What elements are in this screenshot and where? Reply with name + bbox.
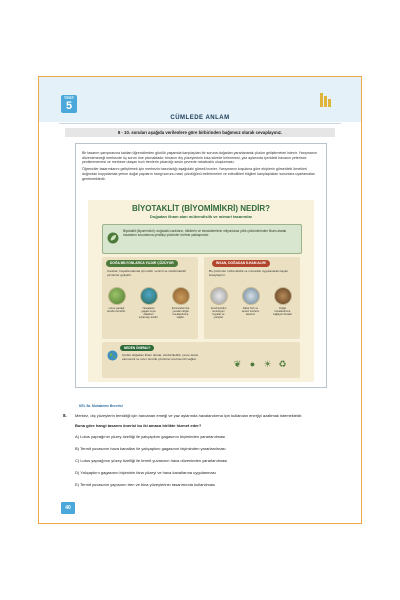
bullet-train-icon <box>242 287 260 305</box>
nature-solutions-panel <box>102 257 198 339</box>
workbook-page <box>38 76 362 524</box>
passage-text <box>82 151 322 183</box>
kingfisher-icon <box>140 287 158 305</box>
sustainability-icons <box>232 354 296 368</box>
publisher-logo-icon <box>317 91 333 109</box>
test-badge <box>61 95 77 113</box>
building-surface-icon <box>210 287 228 305</box>
question-stem: Merkez, dış yüzeylerin temizliği için harcanan emeği ve yaz aylarında havalandırma için kullanılan enerjiyi azaltmak istemektedir. <box>75 413 303 418</box>
passage-paragraph-2: Öğrenciler tasarımlarını geliştirmek için merkezin hazırladığı aşağıdaki görseli inceler. Yarışmanın koşuluna göre ekiplerin görseldeki örnekleri doğrudan kopyalamak yerine doğal yapıların hangi sorunu nasıl çözdüğünü belirlemeleri ve edindikleri bilgileri karşılaştıkları sorunlara uyarlamaları gerekmektedir. <box>82 167 316 181</box>
building-caption: Doğal havalandırma sağlayan binalar <box>273 307 292 317</box>
train-example <box>240 287 261 316</box>
human-applications-panel <box>204 257 300 339</box>
instruction-bar: 8 - 10. soruları aşağıda verilenlere göre birbirinden bağımsız olarak cevaplayınız. <box>65 128 335 137</box>
recycle-icon: ♻ <box>278 359 287 369</box>
question-number: 8. <box>63 413 67 418</box>
kingfisher-example <box>138 287 159 319</box>
termite-caption: Karınca/termite yuvaları doğal havalandırma sağlar. <box>171 307 190 320</box>
skill-label: KEL 5a. Muhakeme Becerisi <box>79 404 123 408</box>
passage-paragraph-1: Bir tasarım yarışmasına katılan öğrencilerden günlük yaşamda karşılaşılan bir soruna doğadan yararlanarak çözüm geliştirmeleri istenir. Yarışmanın düzenleneceği merkezde üç sorun öne çıkmaktadır: binanın dış yüzeylerinin kısa sürede kirlenmesi, yaz aylarında içerideki havanın yeterince yenilenmemesi ve merkeze ulaşan hızlı trenlerin çıkardığı sesin çevrede rahatsızlık oluşturması. <box>82 151 317 165</box>
option-e[interactable]: E) Termit yuvasının yapısının tren ve bina yüzeylerinin tasarımında kullanılması <box>75 482 216 487</box>
biomimicry-infographic <box>88 200 314 382</box>
ventilated-building-icon <box>274 287 292 305</box>
nature-panel-description: Canlılar; hayatta kalmak için etkili, verimli ve sürdürülebilir çözümler geliştirir. <box>107 269 187 278</box>
human-panel-description: Bu çözümler mühendislik ve mimaride uygulanarak hayatı kolaylaştırır. <box>209 269 289 278</box>
leaf-icon <box>107 232 119 244</box>
title-divider <box>59 123 341 124</box>
lightbulb-icon: ☀ <box>263 359 272 369</box>
test-badge-number: 5 <box>65 100 73 112</box>
option-b[interactable]: B) Termit yuvasının hava kanalları ile yalıçapkını gagasının biçiminden yararlanılması <box>75 446 226 451</box>
human-panel-heading: İNSAN, DOĞADAN İLHAM ALIR! <box>212 260 270 267</box>
leaves-icon: ❦ <box>233 359 242 369</box>
why-important-text: Çünkü doğadan ilham almak, sürdürülebilir, çevre dostu, ekonomik ve uzun ömürlü çözümler üretmemizi sağlar. <box>122 353 200 361</box>
infographic-title: BİYOTAKLİT (BİYOMİMİKRİ) NEDİR? <box>131 204 271 213</box>
section-title: CÜMLEDE ANLAM <box>170 115 230 121</box>
water-drop-icon: ● <box>249 359 256 369</box>
lotus-caption: Lotus yaprağı kendini temizler. <box>107 307 126 314</box>
termite-example <box>170 287 191 319</box>
nature-examples <box>104 287 196 337</box>
question-prompt: Buna göre hangi tasarım önerisi bu iki amaca birlikte hizmet eder? <box>75 423 202 428</box>
definition-box <box>102 224 302 254</box>
lotus-example <box>106 287 127 313</box>
human-examples <box>206 287 298 337</box>
definition-text: Biyotaklit (biyomimikri): doğadaki canlıların, bitkilerin ve ekosistemlerin milyonlarca yıllık çözümlerinden ilham alarak insanların sorunlarına yenilikçi çözümler üretme yaklaşımıdır. <box>123 229 287 238</box>
train-caption: Daha hızlı ve sessiz trenlerin tasarımı <box>241 307 260 317</box>
option-d[interactable]: D) Yalıçapkını gagasının biçiminin bina yüzeyi ve hava kanallarına uygulanması <box>75 470 216 475</box>
option-c[interactable]: C) Lotus yaprağının yüzey özelliği ile termit yuvasının hava düzeninden yararlanılması <box>75 458 228 463</box>
coating-caption: Kendi kendini temizleyen boyalar ve yüzeyler <box>210 307 227 320</box>
building-example <box>272 287 293 316</box>
why-important-panel <box>102 342 300 378</box>
nature-panel-heading: DOĞA MİLYONLARCA YILDIR ÇÖZÜYOR <box>106 260 178 267</box>
option-a[interactable]: A) Lotus yaprağının yüzey özelliği ile yalıçapkını gagasının biçiminden yararlanılması <box>75 434 226 439</box>
test-badge-label: TEST <box>63 95 75 100</box>
lotus-leaf-icon <box>108 287 126 305</box>
infographic-subtitle: Doğadan ilham alan mühendislik ve mimari tasarımlar <box>149 214 253 219</box>
globe-icon <box>107 350 118 361</box>
kingfisher-caption: Yalıçapkını gagası suya dalarken sıçramayı azaltır. <box>138 307 159 320</box>
passage-box <box>75 143 327 388</box>
page-number: 40 <box>61 502 75 514</box>
termite-mound-icon <box>172 287 190 305</box>
coating-example <box>208 287 229 319</box>
why-important-heading: NEDEN ÖNEMLİ? <box>120 345 154 351</box>
